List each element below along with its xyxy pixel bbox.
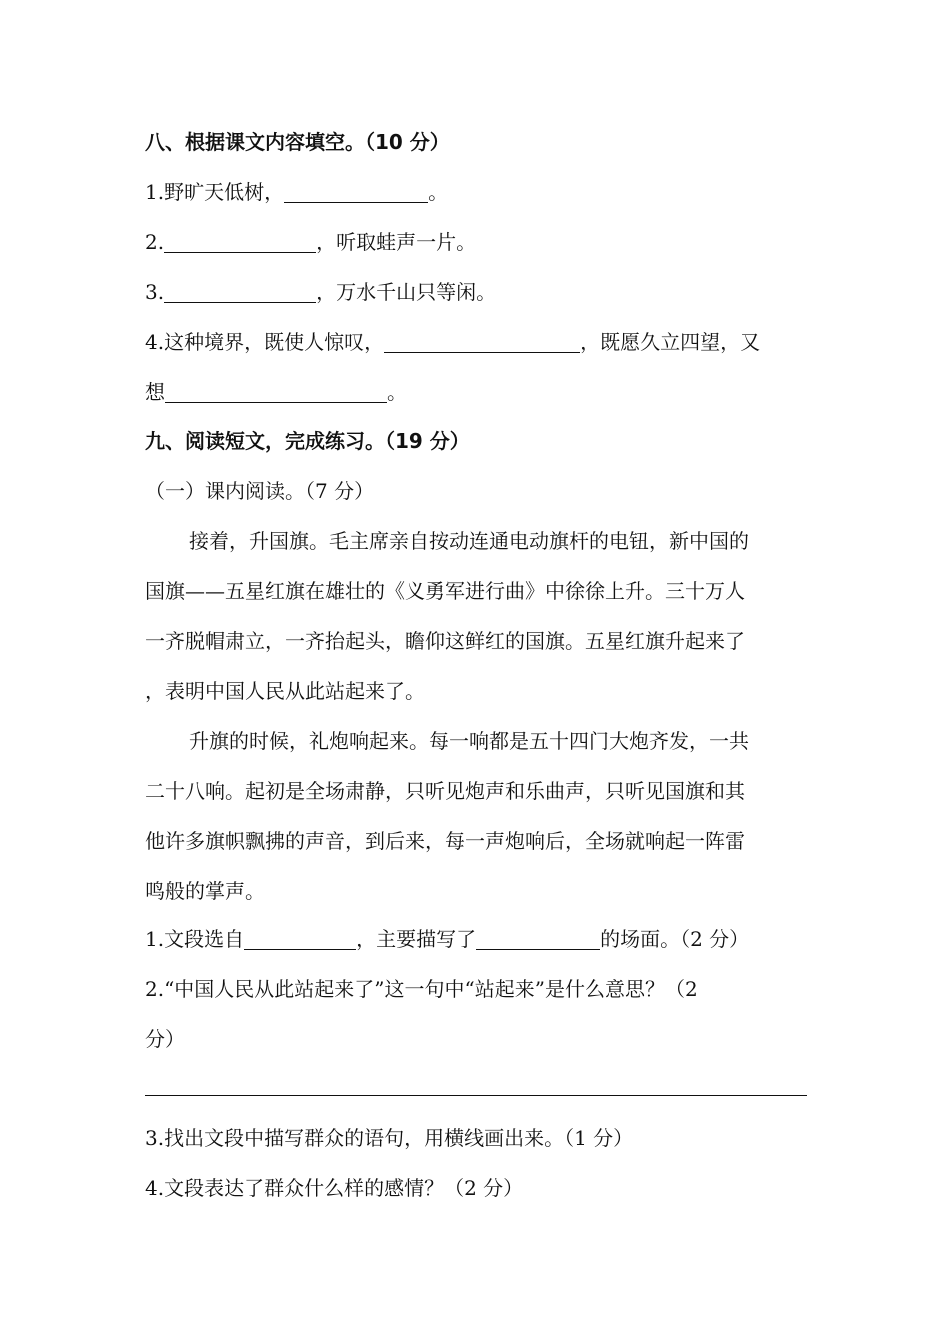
passage-line: 二十八响。起初是全场肃静，只听见炮声和乐曲声，只听见国旗和其 <box>145 779 745 803</box>
q4-line2-prefix: 想 <box>145 380 165 404</box>
answer-blank[interactable] <box>164 230 316 253</box>
section9-q2-line2: 分） <box>145 1027 185 1051</box>
q2-prefix: 2. <box>145 230 165 254</box>
q1-middle: ，主要描写了 <box>356 927 477 951</box>
section8-title: 八、根据课文内容填空。（10 分） <box>145 130 450 154</box>
section9-q4: 4.文段表达了群众什么样的感情？（2 分） <box>145 1176 524 1200</box>
q4-line2-suffix: 。 <box>387 380 407 404</box>
section8-q3 <box>145 278 815 306</box>
section9-title: 九、阅读短文，完成练习。（19 分） <box>145 429 470 453</box>
q3-suffix: ，万水千山只等闲。 <box>316 280 497 304</box>
section9-q2-line1: 2.“中国人民从此站起来了”这一句中“站起来”是什么意思？（2 <box>145 977 698 1001</box>
section8-q4-line1 <box>145 328 815 356</box>
passage-line: ，表明中国人民从此站起来了。 <box>145 679 425 703</box>
answer-line[interactable] <box>145 1095 807 1096</box>
q3-prefix: 3. <box>145 280 165 304</box>
answer-blank[interactable] <box>284 180 428 203</box>
q2-suffix: ，听取蛙声一片。 <box>316 230 477 254</box>
answer-blank[interactable] <box>164 280 316 303</box>
q1-suffix: 。 <box>428 180 449 204</box>
q1-prefix: 1.野旷天低树， <box>145 180 285 204</box>
section8-q1 <box>145 178 815 206</box>
q1-prefix: 1.文段选自 <box>145 927 245 951</box>
section9-q3: 3.找出文段中描写群众的语句，用横线画出来。（1 分） <box>145 1126 634 1150</box>
q1-suffix: 的场面。（2 分） <box>600 927 750 951</box>
passage-line: 国旗——五星红旗在雄壮的《义勇军进行曲》中徐徐上升。三十万人 <box>145 579 745 603</box>
passage-line: 鸣般的掌声。 <box>145 879 265 903</box>
answer-blank[interactable] <box>165 380 387 403</box>
answer-blank[interactable] <box>476 927 600 950</box>
passage-line: 他许多旗帜飘拂的声音，到后来，每一声炮响后，全场就响起一阵雷 <box>145 829 745 853</box>
q4-prefix: 4.这种境界，既使人惊叹， <box>145 330 385 354</box>
section9-q1 <box>145 925 815 953</box>
q4-middle: ，既愿久立四望，又 <box>580 330 761 354</box>
section9-subtitle: （一）课内阅读。（7 分） <box>145 479 375 503</box>
answer-blank[interactable] <box>384 330 580 353</box>
passage-line: 接着，升国旗。毛主席亲自按动连通电动旗杆的电钮，新中国的 <box>189 529 749 553</box>
answer-blank[interactable] <box>244 927 356 950</box>
passage-line: 一齐脱帽肃立，一齐抬起头，瞻仰这鲜红的国旗。五星红旗升起来了 <box>145 629 745 653</box>
passage-line: 升旗的时候，礼炮响起来。每一响都是五十四门大炮齐发，一共 <box>189 729 749 753</box>
section8-q4-line2 <box>145 378 815 406</box>
section8-q2 <box>145 228 815 256</box>
